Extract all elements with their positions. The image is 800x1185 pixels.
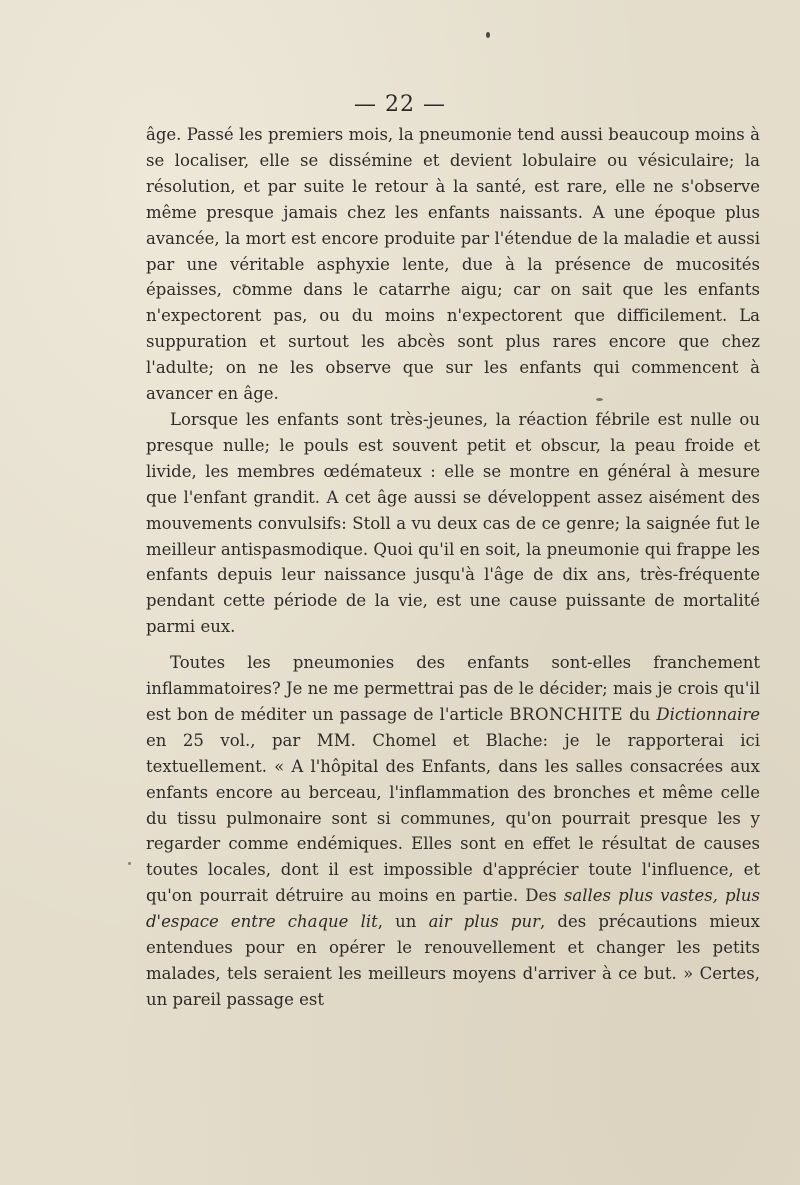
dictionary-title: Dictionnaire bbox=[656, 704, 760, 724]
italic-phrase-salles: salles plus vastes, plus d'espace entre chaque lit bbox=[146, 886, 760, 932]
paragraph-1: âge. Passé les premiers mois, la pneumonie tend aussi beaucoup moins à se localiser, elle se dissémine et devient lobulaire ou vésiculaire; la résolution, et par suite le retour à la santé, est rare, elle ne s'observe même presque jamais chez les enfants naissants. A une époque plus avancée, la mort est encore produite par l'étendue de la maladie et aussi par une véritable asphyxie lente, due à la présence de mucosités épaisses, comme dans le catarrhe aigu; car on sait que les enfants n'expectorent pas, ou du moins n'expectorent que difficilement. La suppuration et surtout les abcès sont plus rares encore que chez l'adulte; on ne les observe que sur les enfants qui commencent à avancer en âge. bbox=[146, 125, 760, 404]
paragraph-2: Lorsque les enfants sont très-jeunes, la réaction fébrile est nulle ou presque nulle; le pouls est souvent petit et obscur, la peau froide et livide, les membres œdémateux : elle se montre en général à mesure que l'enfant grandit. A cet âge aussi se développent assez aisément des mouvements convulsifs: Stoll a vu deux cas de ce genre; la saignée fut le meilleur antispasmodique. Quoi qu'il en soit, la pneumonie qui frappe les enfants depuis leur naissance jusqu'à l'âge de dix ans, très-fréquente pendant cette période de la vie, est une cause puissante de mortalité parmi eux. bbox=[146, 409, 760, 637]
paragraph-3 bbox=[146, 650, 760, 1013]
paragraph-3-part-1: Toutes les pneumonies des enfants sont-elles franchement inflammatoires? Je ne me permettrai pas de le décider; mais je crois qu'il est bon de méditer un passage de l'article bbox=[146, 653, 760, 724]
ink-speck bbox=[486, 32, 490, 38]
paragraph-3-part-2: du bbox=[623, 704, 657, 724]
article-title: BRONCHITE bbox=[509, 704, 623, 724]
ink-speck bbox=[128, 862, 131, 865]
body-text bbox=[146, 122, 760, 1013]
paragraph-3-part-5: , des précautions mieux entendues pour en opérer le renouvellement et changer les petits malades, tels seraient les meilleurs moyens d'arriver à ce but. » Certes, un pareil passage est bbox=[146, 912, 760, 1009]
paragraph-3-part-4: , un bbox=[377, 912, 429, 932]
paragraph-3-part-3: en 25 vol., par MM. Chomel et Blache: je le rapporterai ici textuellement. « A l'hôpital des Enfants, dans les salles consacrées aux enfants encore au berceau, l'inflammation des bronches et même celle du tissu pulmonaire sont si communes, qu'on pourrait presque les y regarder comme endémiques. Elles sont en effet le résultat de causes toutes locales, dont il est impossible d'apprécier toute l'influence, et qu'on pourrait détruire au moins en partie. Des bbox=[146, 730, 760, 906]
page-number: — 22 — bbox=[354, 92, 446, 117]
italic-phrase-air: air plus pur bbox=[428, 912, 540, 932]
